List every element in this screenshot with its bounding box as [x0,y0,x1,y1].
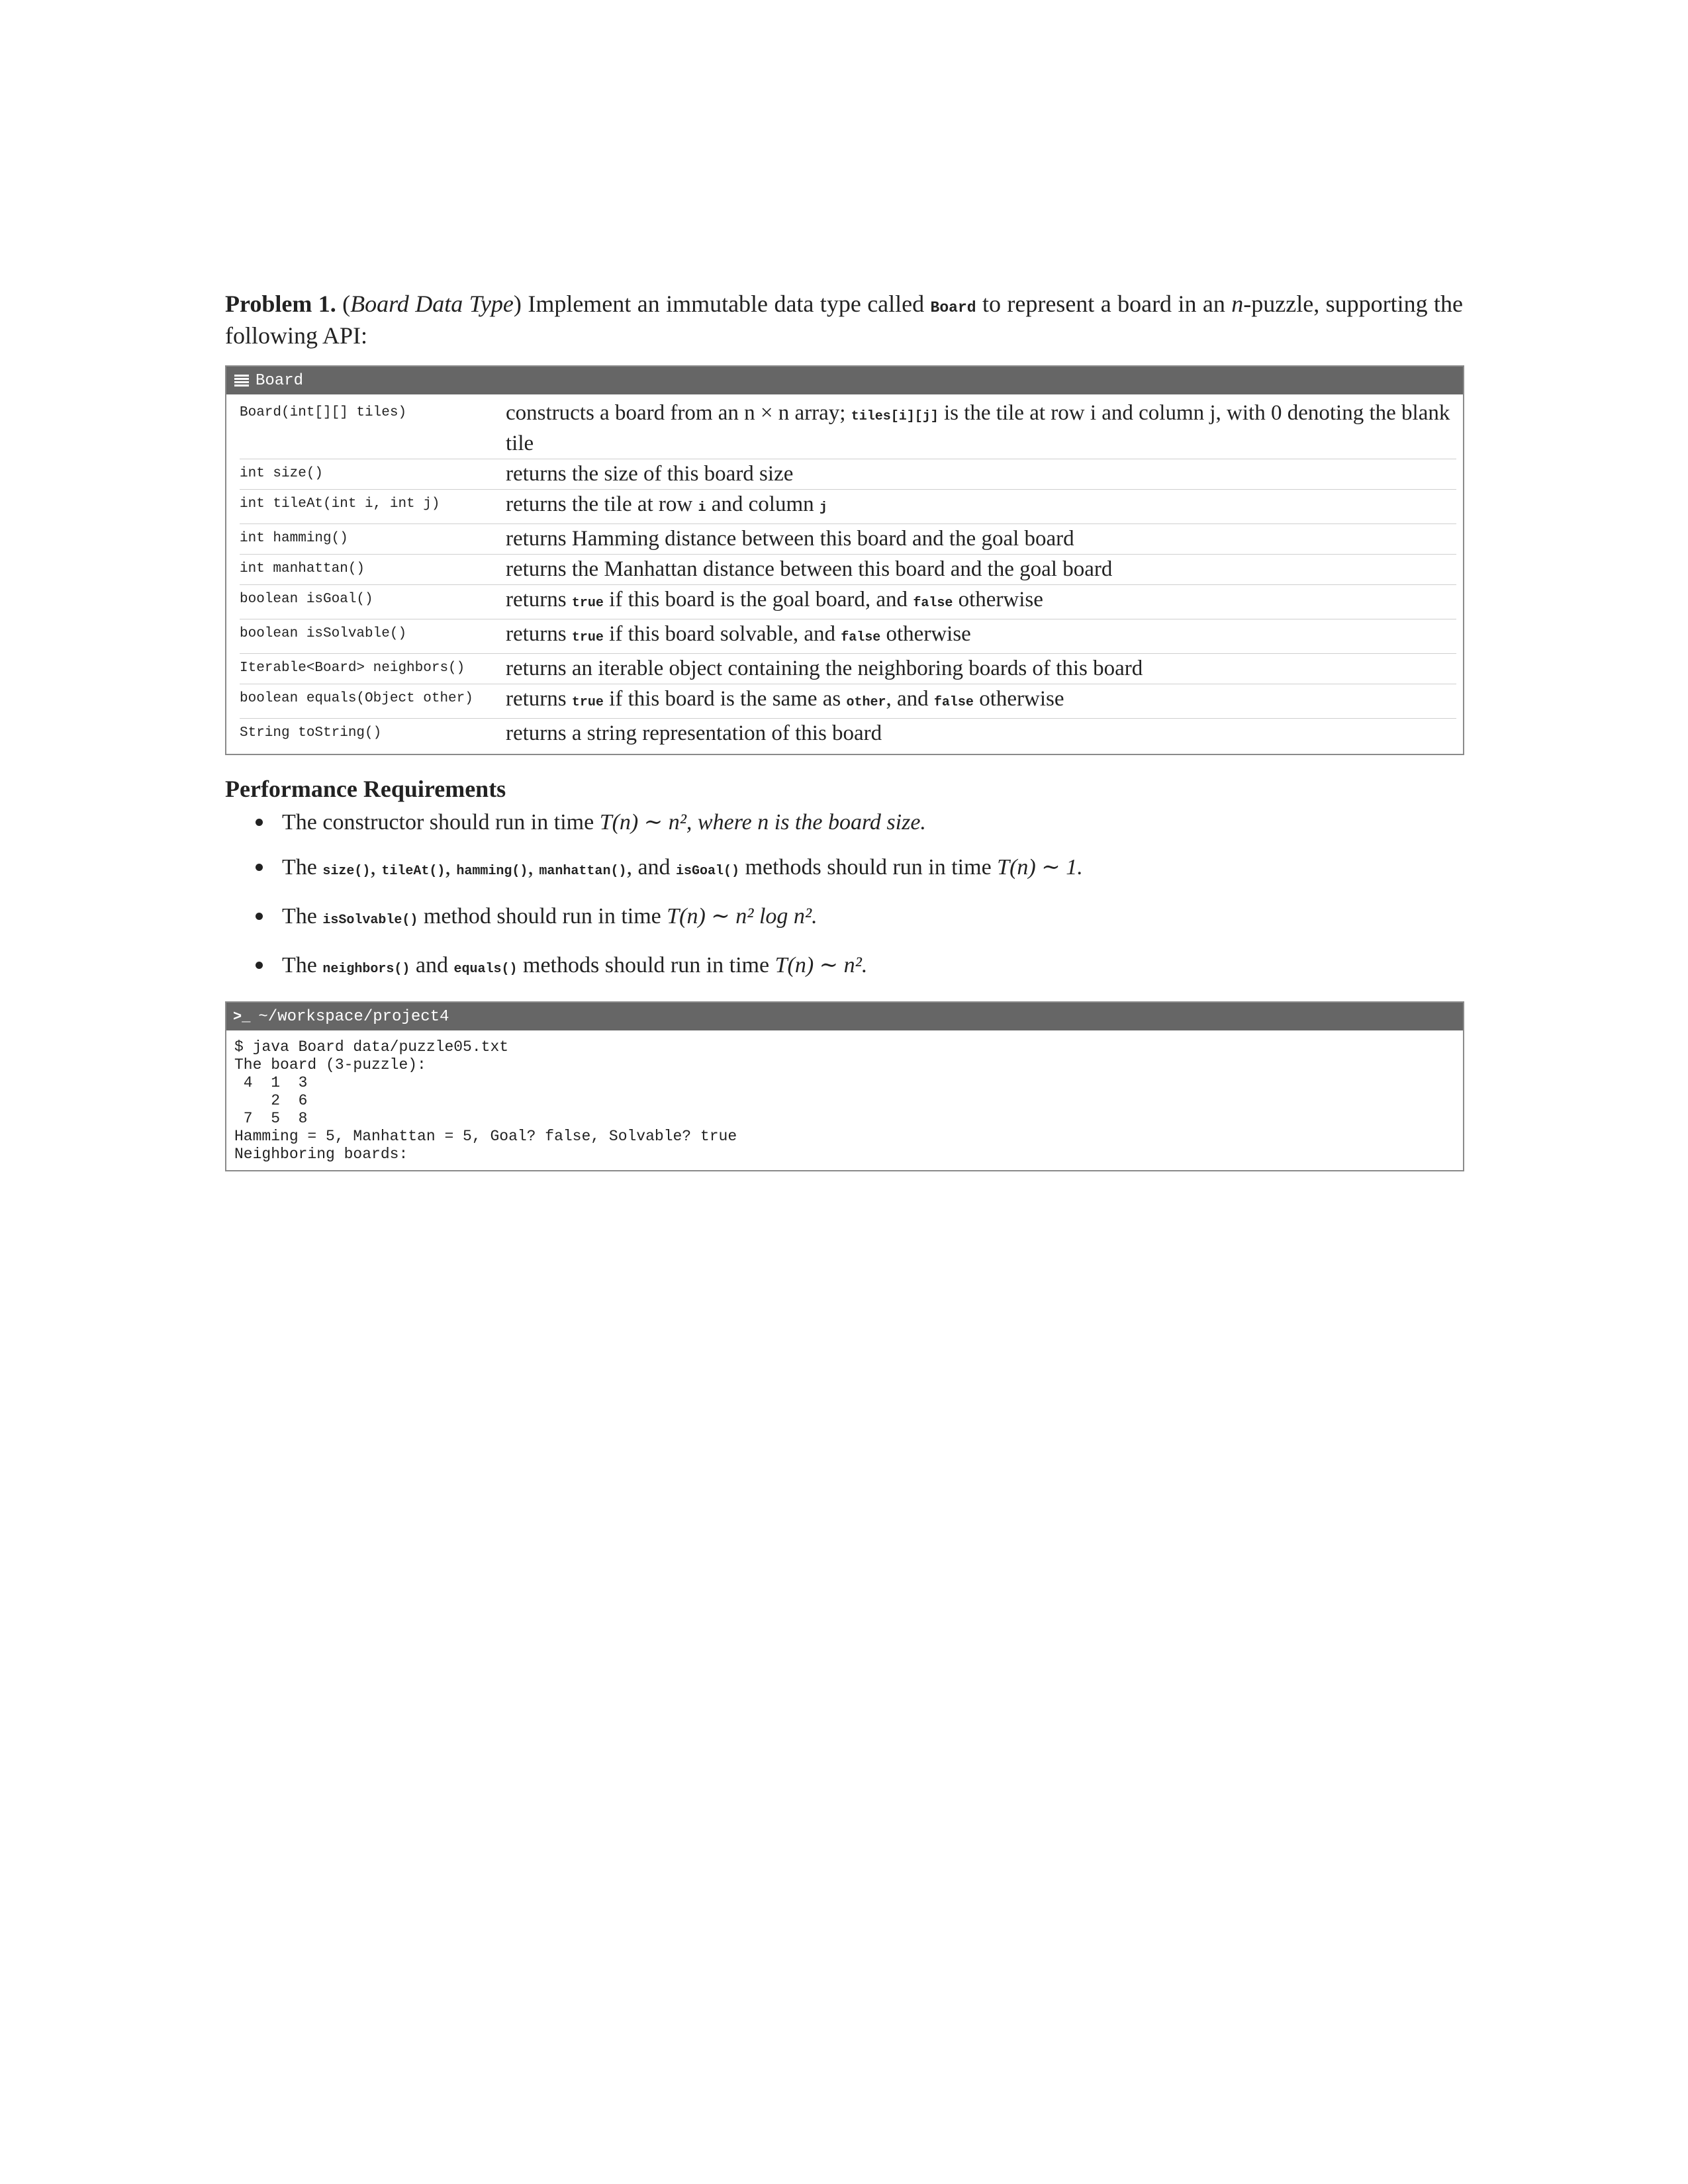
type-name-code: Board [930,299,976,316]
req-code: manhattan() [539,864,627,879]
desc-text: otherwise [979,687,1064,711]
method-description: returns the Manhattan distance between this board and the goal board [506,557,1113,581]
terminal-line: The board (3-puzzle): [234,1056,426,1073]
req-text: methods should run in time [523,953,770,978]
terminal-output [226,1030,1463,1170]
bullet-icon [256,962,263,969]
req-code: isSolvable() [322,913,418,928]
desc-text: returns [506,588,567,612]
method-description [506,398,1456,459]
api-box [225,365,1464,755]
desc-code: other [846,695,886,710]
desc-text: if this board solvable, and [609,622,835,646]
desc-code: i [698,500,706,516]
req-code: isGoal() [676,864,740,879]
api-row [240,684,1456,719]
api-row [240,459,1456,490]
method-signature: int manhattan() [240,561,365,576]
req-code: hamming() [456,864,528,879]
desc-text: constructs a board from an n × n array; [506,401,846,425]
api-row [240,654,1456,684]
terminal-prompt-icon: >_ [233,1008,251,1025]
terminal-path: ~/workspace/project4 [258,1007,449,1026]
method-description [506,585,1456,619]
api-row [240,524,1456,555]
var-n: n [1231,291,1244,317]
list-icon [234,375,249,387]
req-text: , and [626,855,671,880]
desc-text: is the tile at row i and column j, with 0 denoting the blank tile [506,401,1450,455]
api-row [240,555,1456,585]
desc-text: returns the tile at row [506,492,693,516]
req-code: equals() [453,962,518,977]
problem-title: Board Data Type [350,291,514,317]
desc-code: tiles[i][j] [851,409,939,424]
terminal-line: Hamming = 5, Manhattan = 5, Goal? false, Solvable? true [234,1128,737,1145]
method-signature: boolean isGoal() [240,592,373,607]
method-description: returns a string representation of this board [506,721,882,745]
req-math: T(n) ∼ n² log n². [667,904,818,929]
desc-code: true [571,596,604,611]
req-code: tileAt() [381,864,445,879]
terminal-line: $ java Board data/puzzle05.txt [234,1038,509,1056]
req-text: The [282,904,317,929]
problem-text-before: Implement an immutable data type called [528,291,925,317]
api-header [226,367,1463,394]
terminal-header [226,1003,1463,1030]
terminal-line: Neighboring boards: [234,1146,408,1163]
bullet-icon [256,864,263,871]
req-text: method should run in time [423,904,661,929]
terminal-line: 7 5 8 [234,1110,308,1127]
req-code: neighbors() [322,962,410,977]
method-signature: int tileAt(int i, int j) [240,496,440,512]
problem-text-end: -puzzle, supporting the following API: [225,291,1463,349]
api-row [240,398,1456,459]
method-description [506,684,1456,718]
performance-heading: Performance Requirements [225,776,506,802]
bullet-icon [256,913,263,920]
problem-statement: Problem 1. (Board Data Type) Implement an immutable data type called Board to represent a board in an n-puzzle, supporting the following API: [225,291,1463,349]
req-text: , [370,855,376,880]
desc-code: false [913,596,953,611]
desc-text: otherwise [886,622,971,646]
method-description: returns an iterable object containing the neighboring boards of this board [506,657,1143,680]
desc-code: true [571,630,604,645]
req-text: and [415,953,448,978]
list-item [256,903,1463,934]
desc-code: false [841,630,881,645]
desc-text: , and [886,687,929,711]
problem-label: Problem 1. [225,291,336,317]
method-description [506,619,1456,653]
desc-text: returns [506,622,567,646]
desc-text: if this board is the goal board, and [609,588,908,612]
list-item [256,854,1463,885]
desc-code: true [571,695,604,710]
req-code: size() [322,864,371,879]
req-text: The [282,953,317,978]
requirements-list [225,809,1463,983]
terminal-line: 2 6 [234,1092,308,1109]
api-row [240,619,1456,654]
req-math: T(n) ∼ n², where n is the board size. [599,810,926,835]
method-signature: boolean equals(Object other) [240,691,473,706]
method-signature: int hamming() [240,531,348,546]
terminal-box [225,1001,1464,1171]
terminal-line: 4 1 3 [234,1074,308,1091]
method-description: returns the size of this board size [506,462,794,486]
method-signature: int size() [240,466,324,481]
api-rows [226,394,1463,754]
req-text: The constructor should run in time [282,810,594,835]
api-row [240,490,1456,524]
desc-code: false [933,695,974,710]
req-text: , [445,855,451,880]
api-row [240,585,1456,619]
desc-text: if this board is the same as [609,687,841,711]
method-signature: String toString() [240,725,382,741]
method-signature: boolean isSolvable() [240,626,407,641]
req-text: , [528,855,534,880]
api-header-title: Board [256,371,304,390]
method-signature: Board(int[][] tiles) [240,405,407,420]
req-math: T(n) ∼ n². [774,953,868,978]
problem-text-after: to represent a board in an [982,291,1225,317]
method-signature: Iterable<Board> neighbors() [240,660,465,676]
bullet-icon [256,819,263,826]
desc-text: and column [711,492,814,516]
method-description [506,490,1456,523]
desc-code: j [819,500,827,516]
req-math: T(n) ∼ 1. [997,855,1083,880]
desc-text: otherwise [958,588,1043,612]
list-item [256,809,1463,836]
api-row [240,719,1456,749]
page-content [225,290,1463,1171]
list-item [256,952,1463,983]
req-text: methods should run in time [745,855,992,880]
req-text: The [282,855,317,880]
method-description: returns Hamming distance between this board and the goal board [506,527,1074,551]
desc-text: returns [506,687,567,711]
